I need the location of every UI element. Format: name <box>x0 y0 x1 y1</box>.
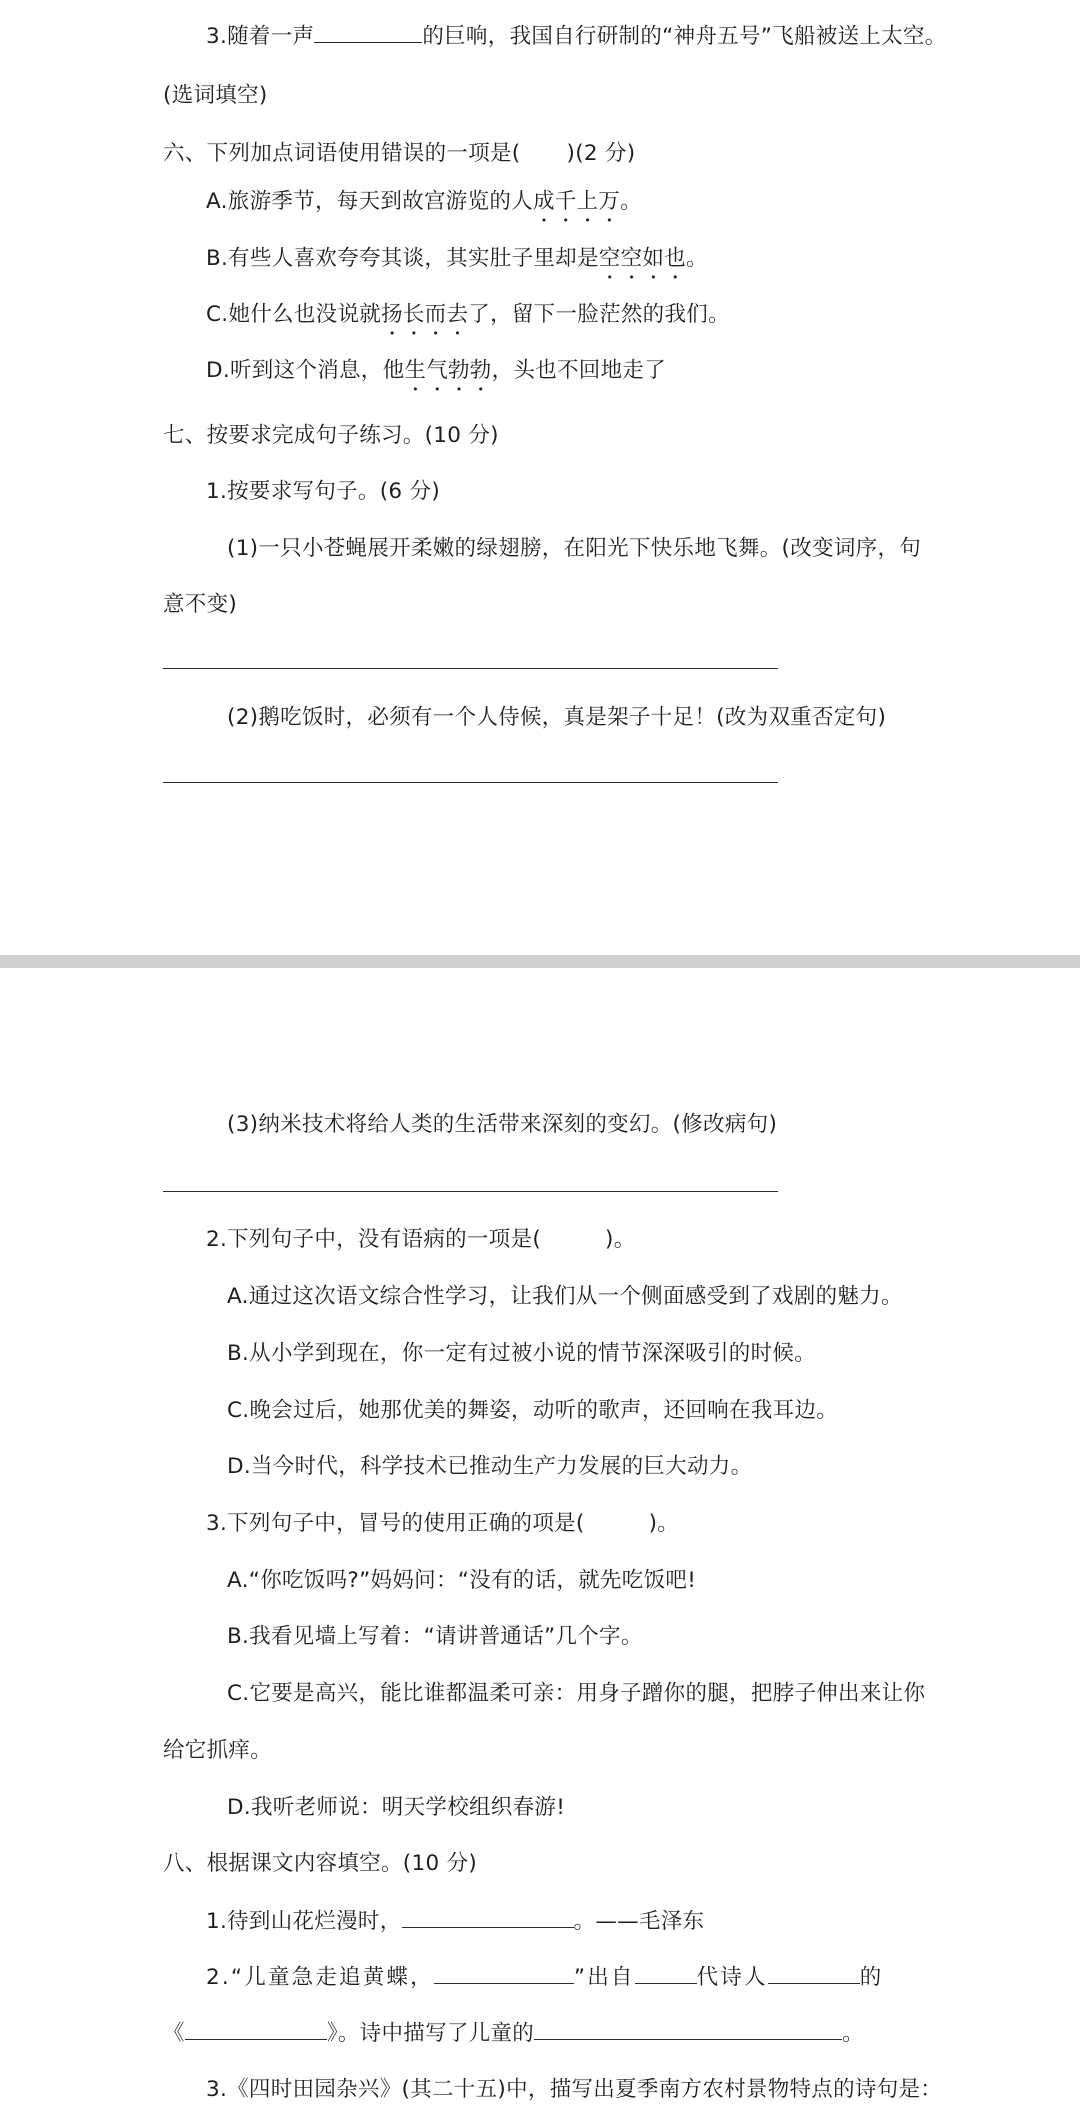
q3-text-before: 3.随着一声 <box>206 24 315 49</box>
section-8-q2-description: 》。诗中描写了儿童的 <box>326 2021 535 2046</box>
question-3-option-c-line-1: C.它要是高兴，能比谁都温柔可亲：用身子蹭你的腿，把脖子伸出来让你 <box>227 1681 926 1706</box>
question-3-end: )。 <box>648 1511 680 1536</box>
q3-answer-blank[interactable] <box>314 20 422 43</box>
option-c-end: 了，留下一脸茫然的我们。 <box>468 302 730 327</box>
section-8-q2-text: 2.“儿童急走追黄蝶， <box>206 1965 434 1990</box>
section-7-item-1-line-2: 意不变) <box>163 592 238 617</box>
section-8-question-3: 3.《四时田园杂兴》(其二十五)中，描写出夏季南方农村景物特点的诗句是： <box>206 2077 943 2102</box>
section-8-q2-poet-label: 代诗人 <box>696 1965 768 1990</box>
option-b <box>206 243 708 284</box>
option-a <box>206 186 642 227</box>
section-8-title: 八、根据课文内容填空。(10 分) <box>163 1851 478 1876</box>
section-7-item-1-line-1: (1)一只小苍蝇展开柔嫩的绿翅膀，在阳光下快乐地飞舞。(改变词序，句 <box>227 536 922 561</box>
option-a-text: A.旅游季节，每天到故宫游览的人 <box>206 189 533 214</box>
option-b-dotted-word: 空空如也 <box>598 246 686 271</box>
section-7-item-3: (3)纳米技术将给人类的生活带来深刻的变幻。(修改病句) <box>227 1112 778 1137</box>
section-7-item-2: (2)鹅吃饭时，必须有一个人侍候，真是架子十足！(改为双重否定句) <box>227 705 887 730</box>
section-8-question-2-line-2 <box>163 2017 864 2050</box>
section-6-score: )(2 分) <box>566 141 636 166</box>
question-2-option-d: D.当今时代，科学技术已推动生产力发展的巨大动力。 <box>227 1454 753 1479</box>
question-2-option-a: A.通过这次语文综合性学习，让我们从一个侧面感受到了戏剧的魅力。 <box>227 1284 903 1309</box>
question-2-end: )。 <box>605 1227 636 1252</box>
question-3-fill-blank <box>206 20 947 53</box>
question-3-option-d: D.我听老师说：明天学校组织春游! <box>227 1795 566 1820</box>
section-8-q2-dynasty-blank[interactable] <box>635 1961 697 1984</box>
section-8-q2-poem-blank[interactable] <box>434 1961 574 1984</box>
option-d-text: D.听到这个消息，他 <box>206 358 405 383</box>
section-6-title <box>163 138 635 170</box>
worksheet-page-2 <box>0 968 1080 2128</box>
q3-text-after: 的巨响，我国自行研制的“神舟五号”飞船被送上太空。 <box>422 24 947 49</box>
section-8-q2-of: 的 <box>859 1965 884 1990</box>
question-2-option-c: C.晚会过后，她那优美的舞姿，动听的歌声，还回响在我耳边。 <box>227 1398 839 1423</box>
option-d-dotted-word: 生气勃勃 <box>404 358 492 383</box>
option-a-end: 。 <box>620 189 642 214</box>
section-8-q2-poet-blank[interactable] <box>768 1961 860 1984</box>
section-8-q1-text: 1.待到山花烂漫时， <box>206 1909 402 1934</box>
answer-line-1[interactable] <box>163 668 778 669</box>
section-8-q1-blank[interactable] <box>402 1905 574 1928</box>
question-3-text: 3.下列句子中，冒号的使用正确的项是( <box>206 1511 585 1536</box>
section-8-question-2-line-1 <box>206 1961 883 1994</box>
section-7-question-1: 1.按要求写句子。(6 分) <box>206 479 441 504</box>
answer-line-2[interactable] <box>163 782 778 783</box>
question-3-option-b: B.我看见墙上写着：“请讲普通话”几个字。 <box>227 1624 643 1649</box>
question-3-option-c-line-2: 给它抓痒。 <box>163 1738 273 1763</box>
option-c-dotted-word: 扬长而去 <box>381 302 469 327</box>
answer-line-3[interactable] <box>163 1191 778 1192</box>
page-divider <box>0 955 1080 968</box>
q3-instruction: (选词填空) <box>163 83 268 108</box>
question-2-text: 2.下列句子中，没有语病的一项是( <box>206 1227 542 1252</box>
option-b-end: 。 <box>686 246 708 271</box>
section-7-title: 七、按要求完成句子练习。(10 分) <box>163 423 499 448</box>
section-8-q1-author: 。——毛泽东 <box>573 1909 705 1934</box>
option-b-text: B.有些人喜欢夸夸其谈，其实肚子里却是 <box>206 246 599 271</box>
question-3-option-a: A.“你吃饭吗?”妈妈问：“没有的话，就先吃饭吧! <box>227 1568 697 1593</box>
question-3-title <box>206 1508 679 1540</box>
section-8-question-1 <box>206 1905 704 1938</box>
section-8-q2-end: 。 <box>842 2021 864 2046</box>
option-a-dotted-word: 成千上万 <box>532 189 621 214</box>
section-8-q2-title-blank[interactable] <box>185 2017 327 2040</box>
section-8-q2-description-blank[interactable] <box>534 2017 842 2040</box>
section-8-q2-source: ”出自 <box>573 1965 635 1990</box>
option-c-text: C.她什么也没说就 <box>206 302 382 327</box>
option-d-end: ，头也不回地走了 <box>491 358 666 383</box>
worksheet-page-1 <box>0 0 1080 955</box>
option-d <box>206 355 666 396</box>
option-c <box>206 299 730 340</box>
section-6-question: 六、下列加点词语使用错误的一项是( <box>163 141 521 166</box>
question-2-option-b: B.从小学到现在，你一定有过被小说的情节深深吸引的时候。 <box>227 1341 816 1366</box>
section-8-q2-title-open: 《 <box>163 2021 185 2046</box>
question-2-title <box>206 1224 636 1256</box>
